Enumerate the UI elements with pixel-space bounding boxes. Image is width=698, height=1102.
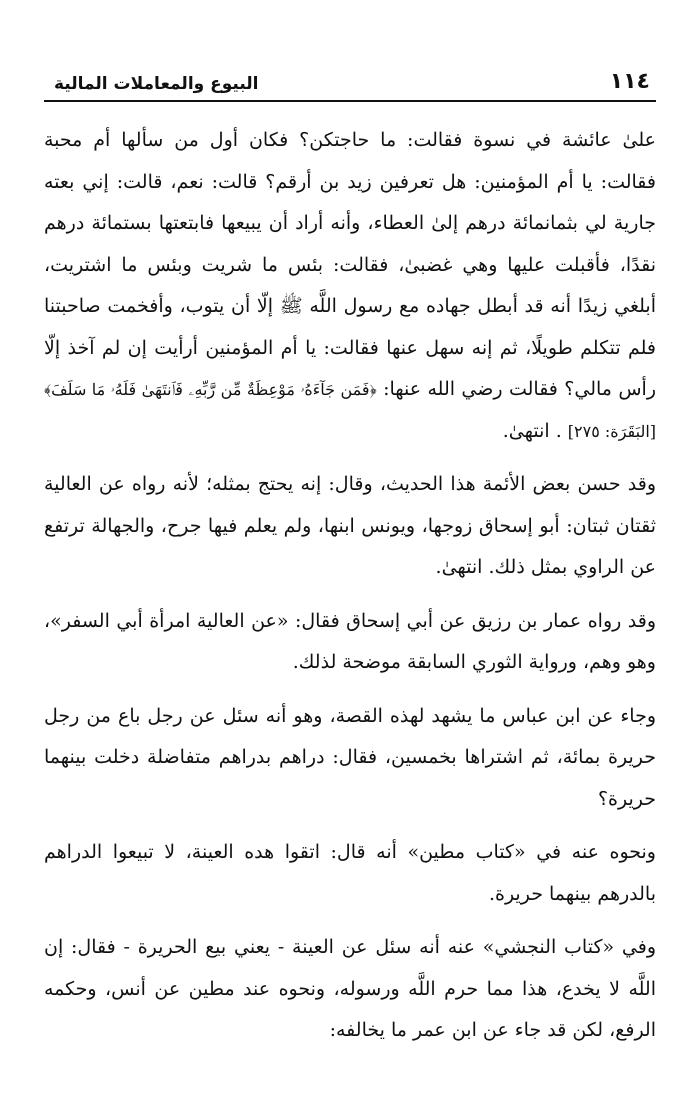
paragraph-text-end: . انتهىٰ. (502, 419, 568, 442)
paragraph: وقد رواه عمار بن رزيق عن أبي إسحاق فقال: «عن العالية امرأة أبي السفر»، وهو وهم، ورواية الثوري السابقة موضحة لذلك. (44, 609, 656, 673)
paragraph (44, 120, 656, 452)
paragraph: وجاء عن ابن عباس ما يشهد لهذه القصة، وهو أنه سئل عن رجل باع من رجل حريرة بمائة، ثم اشتراها بخمسين، فقال: دراهم بدراهم متفاضلة دخلت بينهما حريرة؟ (44, 704, 656, 810)
paragraph: وقد حسن بعض الأئمة هذا الحديث، وقال: إنه يحتج بمثله؛ لأنه رواه عن العالية ثقتان ثبتان: أبو إسحاق زوجها، ويونس ابنها، ولم يعلم فيها جرح، والجهالة ترتفع عن الراوي بمثل ذلك. انتهىٰ. (44, 473, 656, 578)
paragraph: ونحوه عنه في «كتاب مطين» أنه قال: اتقوا هده العينة، لا تبيعوا الدراهم بالدرهم بينهما حريرة. (44, 841, 656, 905)
running-title: البيوع والمعاملات المالية (54, 74, 259, 94)
paragraph-text: علىٰ عائشة في نسوة فقالت: ما حاجتكن؟ فكان أول من سألها أم محبة فقالت: يا أم المؤمنين: هل تعرفين زيد بن أرقم؟ قالت: نعم، قالت: إني بعته جارية لي بثمانمائة درهم إلىٰ العطاء، وأنه أراد أن يبيعها فابتعتها بستمائة درهم نقدًا، فأقبلت عليها وهي غضبىٰ، فقالت: بئس ما شريت وبئس ما اشتريت، أبلغي زيدًا أنه قد أبطل جهاده مع رسول اللَّه ﷺ إلّا أن يتوب، وأفخمت صاحبتنا فلم تتكلم طويلًا، ثم إنه سهل عنها فقالت: يا أم المؤمنين أرأيت إن لم آخذ إلّا رأس مالي؟ فقالت رضي الله عنها: (44, 129, 656, 400)
page-header (44, 60, 656, 96)
paragraph: وفي «كتاب النجشي» عنه أنه سئل عن العينة - يعني بيع الحريرة - فقال: إن اللَّه لا يخدع، هذا مما حرم اللَّه ورسوله، ونحوه عند مطين عن أنس، وحكمه الرفع، لكن قد جاء عن ابن عمر ما يخالفه: (44, 936, 656, 1041)
header-rule (44, 100, 656, 102)
quran-verse: ﴿فَمَن جَآءَهُۥ مَوْعِظَةٌ مِّن رَّبِّهِۦ فَٱنتَهَىٰ فَلَهُۥ مَا سَلَفَ﴾ [البَقَرَة: ٢٧٥] (44, 380, 656, 441)
body-text (44, 120, 656, 1052)
page-number: ١١٤ (609, 69, 650, 94)
